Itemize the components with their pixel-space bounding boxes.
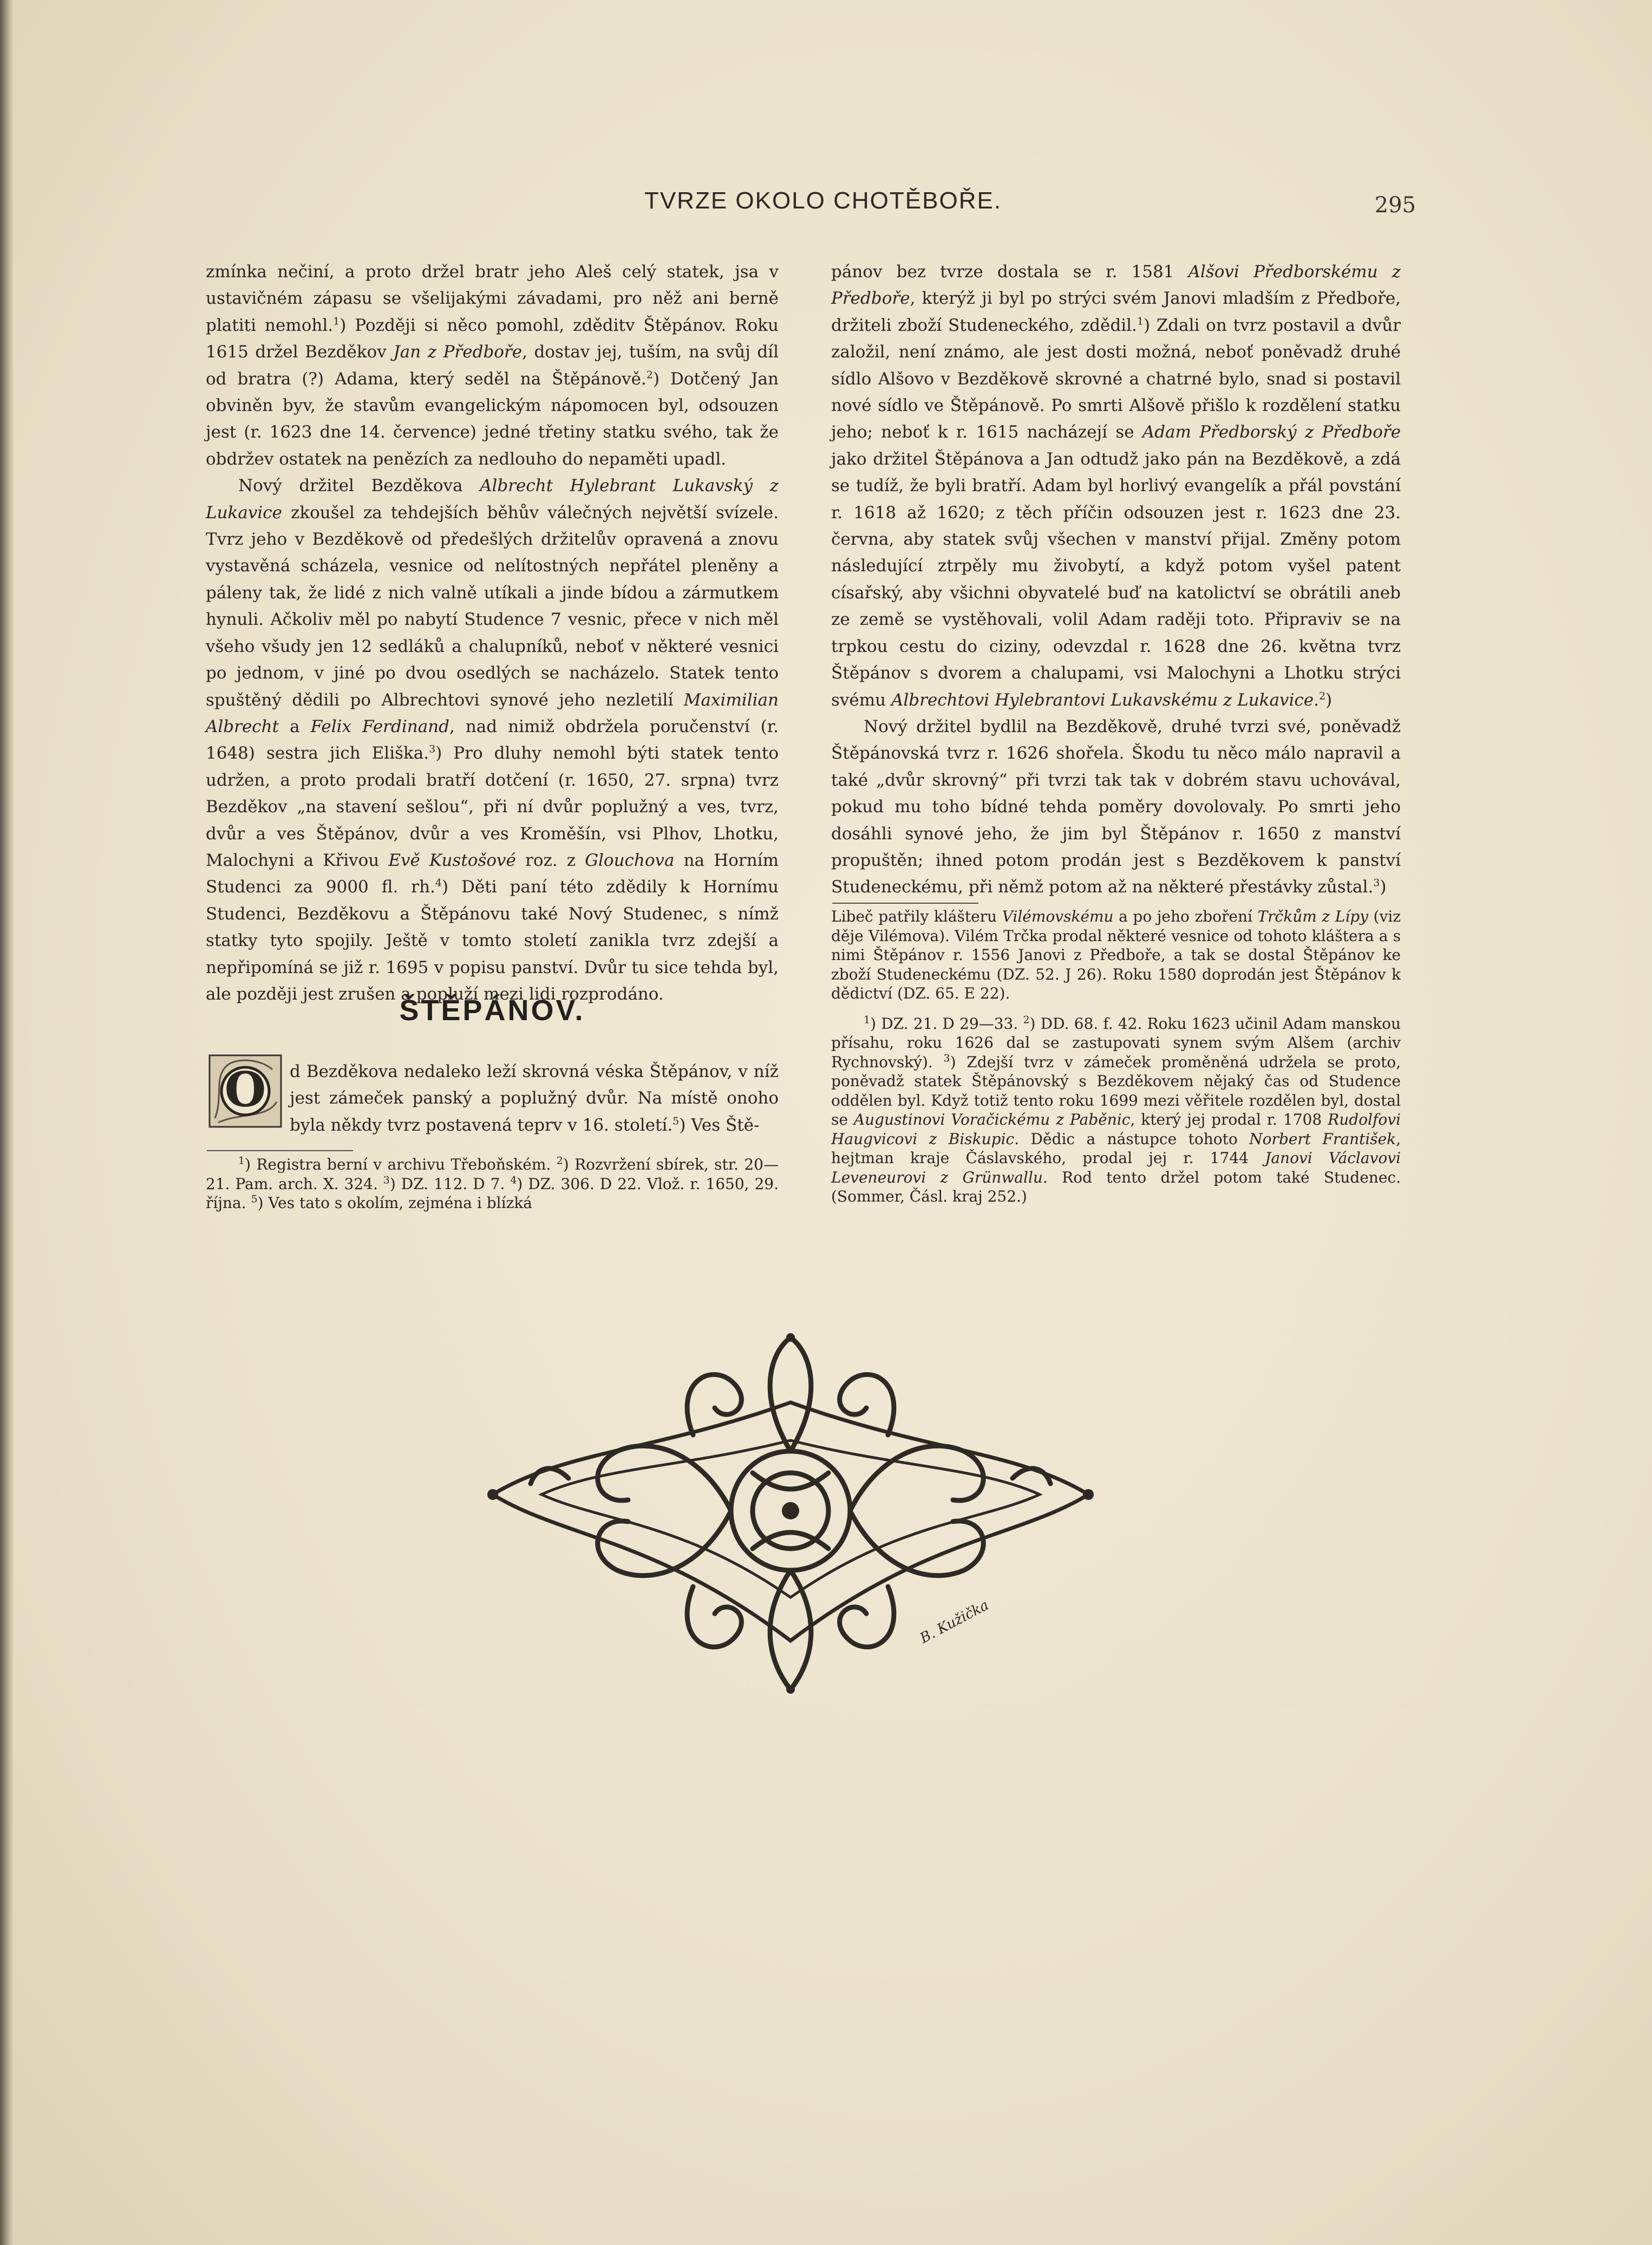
footnote-continuation: Libeč patřily klášteru Vilémovskému a po jeho zboření Trčkům z Lípy (viz děje Vilémova). Vilém Trčka prodal některé vesnice od tohoto kláštera a s nimi Štěpánov r. 1556 Janovi z Předboře, a tak se dostal Štěpánov ke zboží Studeneckému (DZ. 52. J 26). Roku 1580 doprodán jest Štěpánov k dědictví (DZ. 65. E 22). [831,908,1401,1002]
paragraph: pánov bez tvrze dostala se r. 1581 Alšovi Předborskému z Předboře, kterýž ji byl po strýci svém Janovi mladším z Předboře, držiteli zboží Studeneckého, zdědil.$^1$) Zdali on tvrz postavil a dvůr založil, není známo, ale jest dosti možná, neboť poněvadž druhé sídlo Alšovo v Bezděkově skrovné a chatrné bylo, snad si postavil nové sídlo ve Štěpánově. Po smrti Alšově přišlo k rozdělení statku jeho; neboť k r. 1615 nacházejí se Adam Předborský z Předboře jako držitel Štěpánova a Jan odtudž jako pán na Bezděkově, a zdá se tudíž, že byli bratří. Adam byl horlivý evangelík a přál povstání r. 1618 až 1620; z těch příčin odsouzen jest r. 1623 dne 23. června, aby statek svůj všechen v manství přijal. Změny potom následující ztrpěly mu živobytí, a když potom vyšel patent císařský, aby všichni obyvatelé buď na katolictví se obrátili aneb ze země se vystěhovali, volil Adam raději toto. Připraviv se na trpkou cestu do ciziny, odevzdal r. 1628 dne 26. května tvrz Štěpánov s dvorem a chalupami, vsi Malochyni a Lhotku strýci svému Albrechtovi Hylebrantovi Lukavskému z Lukavice.$^2$) [831,262,1401,710]
paragraph: zmínka nečiní, a proto držel bratr jeho Aleš celý statek, jsa v ustavičném zápasu se všelijakými závadami, pro něž ani berně platiti nemohl.$^1$) Později si něco pomohl, zděditv Štěpánov. Roku 1615 držel Bezděkov Jan z Předboře, dostav jej, tuším, na svůj díl od bratra (?) Adama, který seděl na Štěpánově.$^2$) Dotčený Jan obviněn byv, že stavům evangelickým nápomocen byl, odsouzen jest (r. 1623 dne 14. července) jedné třetiny statku svého, tak že obdržev ostatek na penězích za nedlouho do nepaměti upadl. [206,262,779,469]
place-name: Glouchova [585,850,675,870]
person-name: Albrecht Hylebrant Lukavský z Lukavice [206,476,779,523]
right-column [831,259,1401,901]
paragraph: d Bezděkova nedaleko leží skrovná véska Štěpánov, v níž jest zámeček panský a poplužný dvůr. Na místě onoho byla někdy tvrz postavená teprv v 16. století.$^5$) Ves Ště- [290,1062,779,1135]
ornate-initial [207,1053,283,1129]
footnote: $^1$) Registra berní v archivu Třeboňském. $^2$) Rozvržení sbírek, str. 20—21. Pam. arch. X. 324. $^3$) DZ. 112. D 7. $^4$) DZ. 306. D 22. Vlož. r. 1650, 29. října. $^5$) Ves tato s okolím, zejména i blízká [206,1154,779,1212]
page-number: 295 [1374,193,1416,218]
ornament-signature: B. Kužička [917,1597,992,1647]
tailpiece-ornament [476,1316,1105,1706]
person-name: Felix Ferdinand [310,716,450,736]
footnote-rule [832,903,978,904]
footnote: $^1$) DZ. 21. D 29—33. $^2$) DD. 68. f. 42. Roku 1623 učinil Adam manskou přísahu, roku 1626 dal se zastupovati synem svým Alšem (archiv Rychnovský). $^3$) Zdejší tvrz v zámeček proměněná udržela se proto, poněvadž statek Štěpánovský s Bezděkovem nějaký čas od Studence oddělen byl. Když totiž tento roku 1699 mezi věřitele rozdělen byl, dostal se Augustinovi Voračickému z Paběnic, který jej prodal r. 1708 Rudolfovi Haugvicovi z Biskupic. Dědic a nástupce tohoto Norbert František, hejtman kraje Čáslavského, prodal jej r. 1744 Janovi Václavovi Leveneurovi z Grünwallu. Rod tento držel potom také Studenec. (Sommer, Čásl. kraj 252.) [831,1014,1401,1205]
section-title: ŠTĚPÁNOV. [399,994,585,1027]
paragraph: Nový držitel bydlil na Bezděkově, druhé tvrzi své, poněvadž Štěpánovská tvrz r. 1626 shořela. Škodu tu něco málo napravil a také „dvůr skrovný“ při tvrzi tak tak v dobrém stavu uchovával, pokud mu toho bídné tehda poměry dovolovaly. Po smrti jeho dosáhli synové jeho, že jim byl Štěpánov r. 1650 z manství propuštěn; ihned potom prodán jest s Bezděkovem k panství Studeneckému, při němž potom až na některé přestávky zůstal.$^3$) [831,716,1401,897]
person-name: Maximilian Albrecht [206,690,779,736]
person-name: Evě Kustošové [388,850,516,870]
footnote-rule [207,1150,353,1151]
footnotes-left [206,1155,779,1213]
paragraph: Nový držitel Bezděkova Albrecht Hylebrant Lukavský z Lukavice zkoušel za tehdejších běhův válečných největší svízele. Tvrz jeho v Bezděkově od předešlých držitelův opravená a znovu vystavěná scházela, vesnice od nelítostných nepřátel pleněny a páleny tak, že lidé z nich valně utíkali a jinde bídou a zármutkem hynuli. Ačkoliv měl po nabytí Studence 7 vesnic, přece v nich měl všeho všudy jen 12 sedláků a chalupníků, neboť v některé vesnici po jednom, v jiné po dvou osedlých se nacházelo. Statek tento spuštěný dědili po Albrechtovi synové jeho nezletilí Maximilian Albrecht a Felix Ferdinand, nad nimiž obdržela poručenství (r. 1648) sestra jich Eliška.$^3$) Pro dluhy nemohl býti statek tento udržen, a proto prodali bratří dotčení (r. 1650, 27. srpna) tvrz Bezděkov „na stavení sešlou“, při ní dvůr poplužný a ves, tvrz, dvůr a ves Štěpánov, dvůr a ves Kroměšín, vsi Plhov, Lhotku, Malochyni a Křivou Evě Kustošové roz. z Glouchova na Horním Studenci za 9000 fl. rh.$^4$) Děti paní této zdědily k Hornímu Studenci, Bezděkovu a Štěpánovu také Nový Studenec, s nímž statky tyto spojily. Ještě v tomto století zanikla tvrz zdejší a nepřipomíná se již r. 1695 v popisu panství. Dvůr tu sice tehda byl, ale později jest zrušen a popluží mezi lidi rozprodáno. [206,476,779,1004]
person-name: Trčkům z Lípy [1257,908,1368,925]
initial-letter: O [224,1061,266,1118]
person-name: Alšovi Předborskému z Předboře [831,262,1401,309]
footnotes-right [831,907,1401,1206]
running-title: TVRZE OKOLO CHOTĚBOŘE. [644,187,1002,214]
section-paragraph [290,1059,779,1139]
place-name: Vilémovskému [1002,908,1114,925]
person-name: Norbert František [1249,1130,1396,1148]
initial-ornament-icon [207,1053,283,1129]
person-name: Rudolfovi Haugvicovi z Biskupic [831,1111,1401,1148]
person-name: Janovi Václavovi Leveneurovi z Grünwallu [831,1149,1401,1186]
ornament-vignette-icon [476,1316,1105,1706]
binding-edge [0,0,14,2245]
person-name: Augustinovi Voračickému z Paběnic [853,1111,1131,1128]
person-name: Albrechtovi Hylebrantovi Lukavskému z Lukavice [891,690,1314,710]
person-name: Adam Předborský z Předboře [1142,422,1401,442]
person-name: Jan z Předboře [393,342,523,362]
left-column [206,259,779,1008]
